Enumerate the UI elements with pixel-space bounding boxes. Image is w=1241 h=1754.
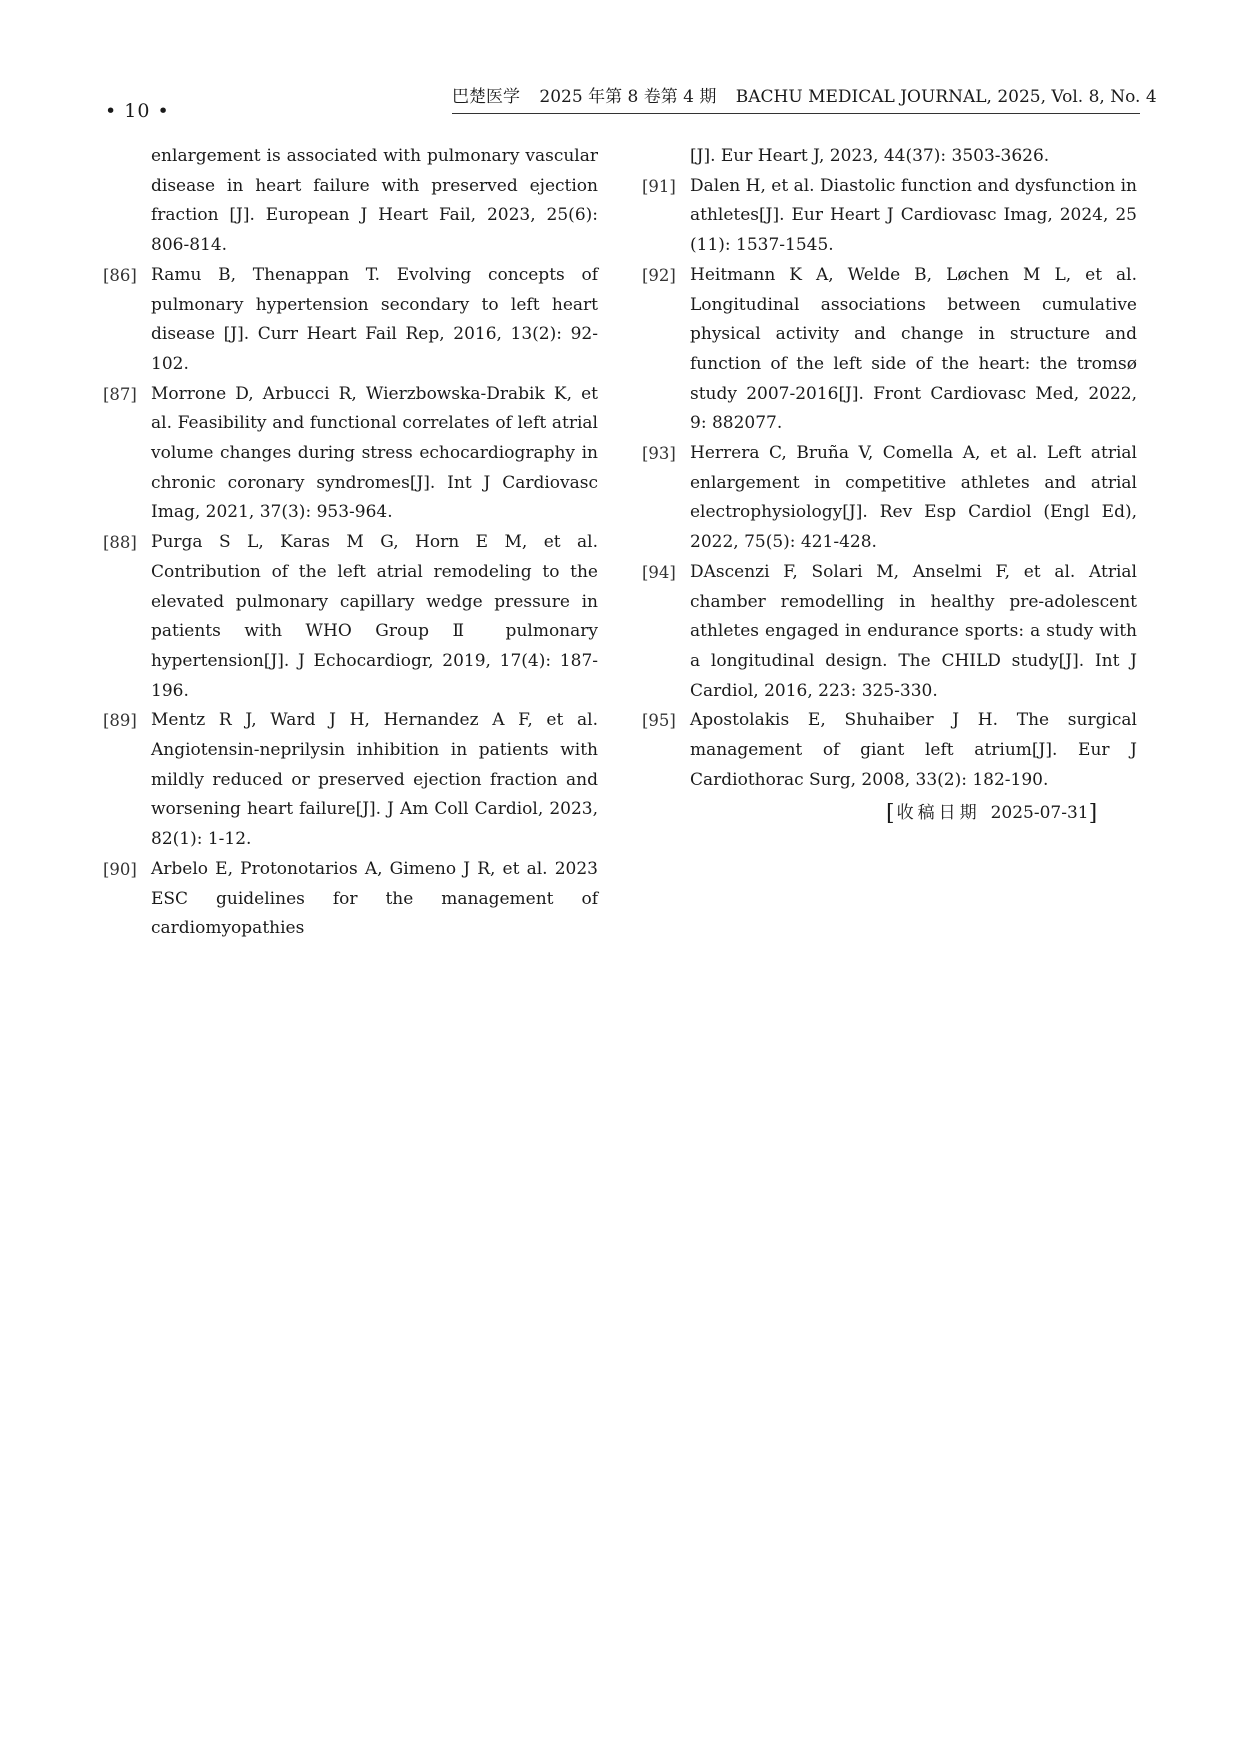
reference-text: Ramu B, Thenappan T. Evolving concepts of pulmonary hypertension secondary to left heart disease [J]. Curr Heart Fail Rep, 2016, 13(2): 92-102. [151, 264, 598, 374]
received-date-label: 收稿日期 [896, 803, 981, 823]
reference-item [642, 142, 1137, 172]
reference-item [103, 528, 598, 706]
left-reference-column [103, 142, 598, 944]
reference-number: [90] [103, 859, 137, 879]
received-date [886, 798, 1097, 826]
reference-item [103, 855, 598, 944]
received-date-value: 2025-07-31 [990, 803, 1089, 823]
reference-text: [J]. Eur Heart J, 2023, 44(37): 3503-3626. [690, 146, 1050, 166]
reference-number: [94] [642, 562, 676, 582]
reference-text: Purga S L, Karas M G, Horn E M, et al. Contribution of the left atrial remodeling to the elevated pulmonary capillary wedge pressure in patients with WHO Group Ⅱ pulmonary hypertension[J]. J Echocardiogr, 2019, 17(4): 187-196. [151, 532, 598, 701]
reference-text: DAscenzi F, Solari M, Anselmi F, et al. Atrial chamber remodelling in healthy pre-adolescent athletes engaged in endurance sports: a study with a longitudinal design. The CHILD study[J]. Int J Cardiol, 2016, 223: 325-330. [690, 561, 1137, 701]
reference-text: Dalen H, et al. Diastolic function and dysfunction in athletes[J]. Eur Heart J Cardiovasc Imag, 2024, 25 (11): 1537-1545. [690, 175, 1137, 256]
journal-title-cn: 巴楚医学 [452, 87, 520, 107]
reference-item [642, 261, 1137, 439]
page-number: • 10 • [105, 100, 170, 122]
reference-text: Herrera C, Bruña V, Comella A, et al. Left atrial enlargement in competitive athletes and atrial electrophysiology[J]. Rev Esp Cardiol (Engl Ed), 2022, 75(5): 421-428. [690, 443, 1137, 553]
reference-text: Mentz R J, Ward J H, Hernandez A F, et al. Angiotensin-neprilysin inhibition in patients with mildly reduced or preserved ejection fraction and worsening heart failure[J]. J Am Coll Cardiol, 2023, 82(1): 1-12. [151, 710, 598, 850]
reference-text: Apostolakis E, Shuhaiber J H. The surgical management of giant left atrium[J]. Eur J Cardiothorac Surg, 2008, 33(2): 182-190. [690, 710, 1137, 790]
reference-number: [91] [642, 176, 676, 196]
received-close-bracket: ] [1088, 801, 1098, 826]
reference-item [642, 706, 1137, 795]
reference-number: [87] [103, 384, 137, 404]
reference-item [103, 142, 598, 261]
right-reference-column [642, 142, 1137, 795]
reference-number: [93] [642, 444, 676, 464]
reference-text: enlargement is associated with pulmonary vascular disease in heart failure with preserved ejection fraction [J]. European J Heart Fail, 2023, 25(6): 806-814. [151, 146, 598, 256]
reference-text: Arbelo E, Protonotarios A, Gimeno J R, et al. 2023 ESC guidelines for the management of cardiomyopathies [151, 858, 598, 939]
reference-number: [88] [103, 533, 137, 553]
reference-number: [95] [642, 711, 676, 731]
reference-number: [92] [642, 265, 676, 285]
reference-number: [89] [103, 711, 137, 731]
reference-item [642, 172, 1137, 261]
reference-item [642, 558, 1137, 707]
reference-item [103, 380, 598, 529]
issue-info-cn: 2025 年第 8 卷第 4 期 [539, 87, 717, 107]
running-header [452, 82, 1157, 114]
reference-item [103, 706, 598, 855]
reference-item [103, 261, 598, 380]
reference-item [642, 439, 1137, 558]
reference-text: Heitmann K A, Welde B, Løchen M L, et al. Longitudinal associations between cumulative physical activity and change in structure and function of the left side of the heart: the tromsø study 2007-2016[J]. Front Cardiovasc Med, 2022, 9: 882077. [690, 264, 1137, 434]
reference-text: Morrone D, Arbucci R, Wierzbowska-Drabik K, et al. Feasibility and functional correlates of left atrial volume changes during stress echocardiography in chronic coronary syndromes[J]. Int J Cardiovasc Imag, 2021, 37(3): 953-964. [151, 383, 598, 523]
received-open-bracket: [ [886, 801, 895, 826]
journal-title-en: BACHU MEDICAL JOURNAL, 2025, Vol. 8, No. 4 [735, 87, 1157, 107]
reference-number: [86] [103, 265, 137, 285]
